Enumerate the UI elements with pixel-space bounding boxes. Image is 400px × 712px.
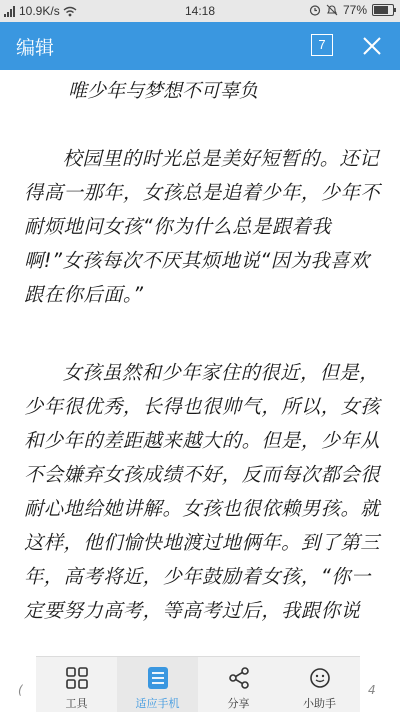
battery-fill — [374, 6, 388, 14]
close-icon[interactable] — [360, 34, 384, 58]
toolbar-item-tools[interactable] — [36, 657, 117, 712]
status-right — [309, 3, 394, 17]
alarm-icon — [309, 4, 321, 16]
tools-grid-icon — [65, 666, 89, 690]
mute-icon — [326, 4, 338, 16]
battery-icon — [372, 4, 394, 16]
toolbar-label-share: 分享 — [227, 697, 250, 710]
toolbar-item-fit-phone[interactable] — [117, 657, 198, 712]
status-bar — [0, 0, 400, 22]
edge-text-right: 4 — [368, 683, 376, 697]
toolbar-label-tools: 工具 — [65, 697, 88, 710]
battery-percent: 77% — [342, 3, 367, 17]
page-count-button[interactable]: 7 — [311, 34, 333, 56]
toolbar-item-assistant[interactable] — [279, 657, 360, 712]
page-title[interactable]: 编辑 — [16, 37, 55, 59]
article-heading: 唯少年与梦想不可辜负 — [68, 80, 259, 102]
article-paragraph-2: 女孩虽然和少年家住的很近，但是，少年很优秀，长得也很帅气，所以，女孩和少年的差距越来越大的。但是，少年从不会嫌弃女孩成绩不好，反而每次都会很耐心地给她讲解。女孩也很依赖男孩。就这样，他们愉快地渡过地俩年。到了第三年，高考将近，少年鼓励着女孩，“你一定要努力高考，等高考过后，我跟你说 — [24, 361, 381, 622]
status-time: 14:18 — [184, 4, 216, 18]
article-content[interactable] — [0, 70, 400, 711]
assistant-icon — [308, 666, 332, 690]
article-paragraph-1: 校园里的时光总是美好短暂的。还记得高一那年，女孩总是追着少年，少年不耐烦地问女孩“你为什么总是跟着我啊!”女孩每次不厌其烦地说“因为我喜欢跟在你后面。” — [24, 147, 381, 306]
toolbar-label-assistant: 小助手 — [303, 697, 336, 710]
edge-text-left: ( — [18, 683, 23, 697]
bottom-toolbar — [36, 656, 360, 712]
toolbar-item-share[interactable] — [198, 657, 279, 712]
toolbar-label-fit-phone: 适应手机 — [135, 697, 180, 710]
share-icon — [227, 666, 251, 690]
title-bar — [0, 22, 400, 70]
fit-phone-icon — [147, 666, 169, 690]
network-speed: 10.9K/s — [19, 4, 60, 18]
